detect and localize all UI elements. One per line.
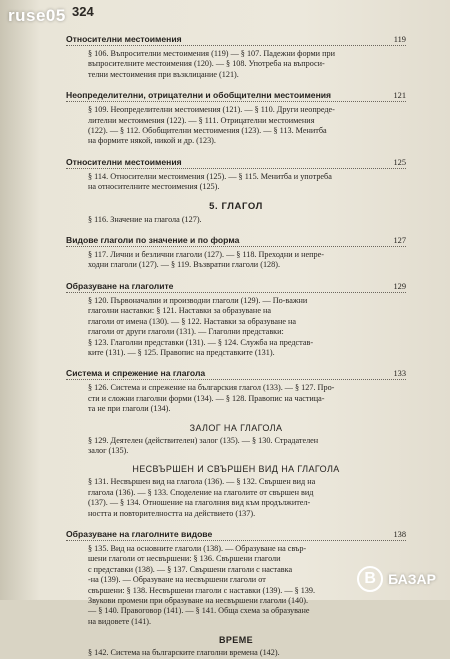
- toc-heading: [66, 157, 406, 169]
- toc-heading-title: Образуване на глаголните видове: [66, 528, 213, 539]
- toc-page-number: 119: [393, 35, 406, 44]
- toc-entry: [88, 250, 406, 271]
- watermark-site: ruse05: [8, 6, 66, 25]
- toc-entry: [88, 383, 406, 414]
- toc-entry-line: на видовете (141).: [88, 616, 152, 626]
- toc-heading: [66, 34, 406, 46]
- toc-entry: [88, 648, 406, 658]
- toc-heading-title: Система и спрежение на глагола: [66, 368, 206, 379]
- toc-page-number: 125: [393, 157, 406, 167]
- toc-entry: [88, 49, 406, 80]
- toc-entry-line: Звукови промени при образуване на несвършени глаголи (140).: [88, 596, 309, 605]
- toc-entry-line: § 135. Вид на основните глаголи (138). — Образуване на свър-: [88, 543, 307, 553]
- subsection-title: НЕСВЪРШЕН И СВЪРШЕН ВИД НА ГЛАГОЛА: [132, 464, 340, 475]
- toc-entry-line: свършени: § 138. Несвършени глаголи с наставки (139). — § 139.: [88, 585, 316, 595]
- toc-entry-line: § 123. Глаголни представки (131). — § 124. Служба на представ-: [88, 337, 314, 347]
- toc-entry-line: (137). — § 134. Отношение на глаголния вид към продължител-: [88, 498, 311, 508]
- toc-entry-line: с представки (138). — § 137. Свършени глаголи с наставка: [88, 564, 293, 574]
- toc-entry-line: на формите някой, никой и др. (123).: [88, 136, 216, 146]
- toc-entry-line: глаголи от имена (130). — § 122. Наставки за образуване на: [88, 316, 297, 326]
- toc-entry-line: въпросителните местоимения (120). — § 108. Употреба на въпроси-: [88, 59, 325, 69]
- toc-entry: [88, 172, 406, 193]
- toc-heading: [66, 529, 406, 541]
- page-number: 324: [72, 4, 94, 19]
- toc-entry-line: § 106. Въпросителни местоимения (119) — § 107. Падежни форми при: [88, 49, 335, 58]
- toc-entry-line: та не при глаголи (134).: [88, 404, 171, 414]
- toc-entry-line: залог (135).: [88, 445, 129, 455]
- toc-entry-line: § 120. Първоначални и производни глаголи (129). — По-важни: [88, 295, 308, 305]
- toc-entry-line: § 116. Значение на глагола (127).: [88, 214, 202, 224]
- toc-heading: [66, 235, 406, 247]
- toc-entry-line: -на (139). — Образуване на несвършени глаголи от: [88, 575, 266, 585]
- toc-entry-line: глагола (136). — § 133. Споделение на глаголите от свършен вид: [88, 487, 314, 497]
- toc-page-number: 127: [393, 236, 406, 246]
- toc-page-number: 138: [393, 529, 406, 539]
- subsection-title: ЗАЛОГ НА ГЛАГОЛА: [189, 422, 283, 433]
- toc-entry-line: шени глаголи от несвършени: § 136. Свършени глаголи: [88, 554, 281, 564]
- toc-entry-line: § 131. Несвършен вид на глагола (136). — § 132. Свършен вид на: [88, 477, 316, 487]
- toc-entry-line: § 126. Система и спрежение на българския глагол (133). — § 127. Про-: [88, 383, 335, 393]
- toc-heading-title: Относителни местоимения: [66, 156, 182, 167]
- toc-entry-line: глаголи от други глаголи (131). — Глаголни представки:: [88, 327, 284, 337]
- toc-entry-line: § 117. Лични и безлични глаголи (127). — § 118. Преходни и непре-: [88, 250, 324, 260]
- toc-entry: [88, 215, 406, 225]
- toc-entry-line: § 142. Система на българските глаголни времена (142).: [88, 648, 280, 658]
- toc-heading-title: Видове глаголи по значение и по форма: [66, 235, 240, 246]
- toc-entry-line: § 129. Деятелен (действителен) залог (135). — § 130. Страдателен: [88, 435, 319, 445]
- toc-heading: [66, 368, 406, 380]
- toc-entry: [88, 105, 406, 147]
- logo-text: БАЗАР: [388, 571, 436, 587]
- toc-entry-line: ходни глаголи (127). — § 119. Възвратни глаголи (128).: [88, 260, 280, 270]
- toc-heading: [66, 281, 406, 293]
- toc-page-number: 133: [393, 369, 406, 379]
- toc-entry-line: глаголни наставки: § 121. Наставки за образуване на: [88, 306, 272, 316]
- toc-heading-title: Образуване на глаголите: [66, 280, 174, 291]
- toc-entry: [88, 436, 406, 457]
- toc-entry-line: лителни местоимения (122). — § 111. Отрицателни местоимения: [88, 115, 315, 125]
- toc-entry-line: сти и сложни глаголни форми (134). — § 128. Правопис на частица-: [88, 393, 325, 403]
- toc-entry-line: телни местоимения при възклицание (121).: [88, 69, 239, 79]
- toc-entry-line: на относителните местоимения (125).: [88, 182, 220, 192]
- watermark-logo: [357, 566, 436, 592]
- toc-entry-line: — § 140. Правоговор (141). — § 141. Обща схема за образуване: [88, 606, 310, 616]
- toc-heading-title: Относителни местоимения: [66, 34, 182, 44]
- toc-entry-line: ките (131). — § 125. Правопис на представките (131).: [88, 347, 275, 357]
- subsection-title: ВРЕМЕ: [218, 635, 253, 646]
- toc-entry-line: § 114. Относителни местоимения (125). — § 115. Менитба и употреба: [88, 171, 332, 181]
- toc-heading-title: Неопределителни, отрицателни и обобщителни местоимения: [66, 90, 332, 101]
- toc-entry: [88, 296, 406, 358]
- toc-entry-line: ността и повторителността на действието (137).: [88, 508, 256, 518]
- toc-page-number: 121: [393, 91, 406, 101]
- logo-icon: B: [357, 566, 383, 592]
- section-title: 5. ГЛАГОЛ: [209, 200, 263, 212]
- table-of-contents: [66, 24, 406, 659]
- toc-entry-line: (122). — § 112. Обобщителни местоимения (123). — § 113. Менитба: [88, 126, 327, 136]
- toc-page-number: 129: [393, 281, 406, 291]
- toc-heading: [66, 90, 406, 102]
- toc-entry-line: § 109. Неопределителни местоимения (121). — § 110. Други неопреде-: [88, 105, 335, 115]
- toc-entry: [88, 477, 406, 519]
